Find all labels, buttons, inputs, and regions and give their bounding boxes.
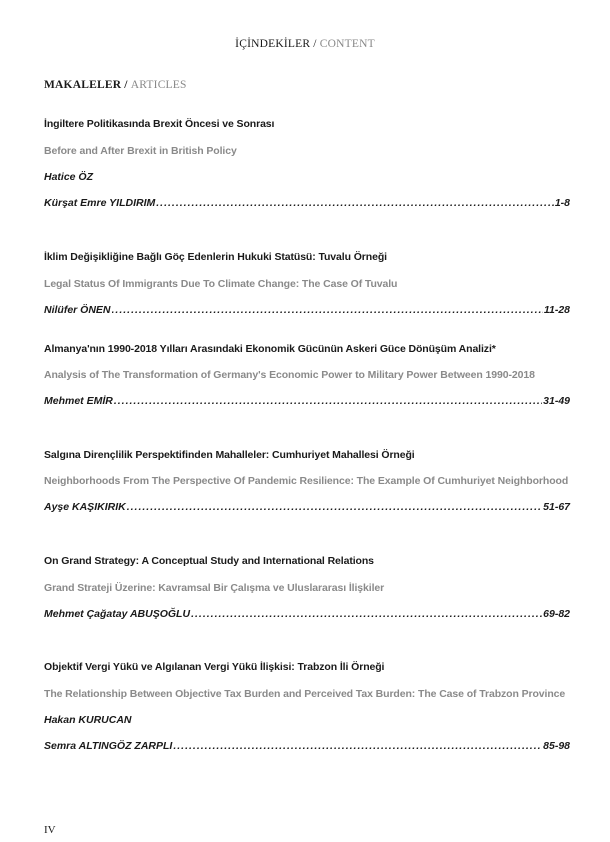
author-pages-line	[44, 608, 570, 621]
page-range: 31-49	[543, 395, 570, 407]
header-separator: /	[310, 38, 320, 50]
author-pages-line	[44, 197, 570, 210]
author-pages-line	[44, 304, 570, 317]
page-range: 85-98	[543, 740, 570, 752]
author-pages-line	[44, 395, 570, 408]
author-name: Semra ALTINGÖZ ZARPLI	[44, 740, 173, 752]
toc-entry[interactable]	[44, 251, 570, 317]
toc-entry[interactable]	[44, 661, 570, 753]
header-en: CONTENT	[319, 38, 375, 50]
article-title-en: Neighborhoods From The Perspective Of Pandemic Resilience: The Example Of Cumhuriyet Neighborhood	[44, 475, 569, 487]
article-title-en: The Relationship Between Objective Tax Burden and Perceived Tax Burden: The Case of Trabzon Province	[44, 688, 566, 700]
toc-entry[interactable]	[44, 343, 570, 408]
toc-header	[0, 38, 610, 50]
toc-entry[interactable]	[44, 449, 570, 514]
toc-entry[interactable]	[44, 555, 570, 621]
author-name: Ayşe KAŞIKIRIK	[44, 501, 126, 513]
article-title-en: Legal Status Of Immigrants Due To Climate Change: The Case Of Tuvalu	[44, 278, 398, 290]
author-name: Kürşat Emre YILDIRIM	[44, 197, 156, 209]
author-name: Hakan KURUCAN	[44, 714, 132, 726]
author-name: Hatice ÖZ	[44, 171, 94, 183]
toc-entry[interactable]	[44, 118, 570, 210]
dot-leader	[112, 304, 543, 317]
article-title-tr[interactable]: On Grand Strategy: A Conceptual Study and International Relations	[44, 555, 374, 567]
dot-leader	[114, 395, 542, 408]
page-number: IV	[44, 824, 56, 836]
header-tr: İÇİNDEKİLER	[235, 38, 311, 50]
page-range: 1-8	[554, 197, 570, 209]
article-title-en: Grand Strateji Üzerine: Kavramsal Bir Çalışma ve Uluslararası İlişkiler	[44, 582, 385, 594]
page-range: 51-67	[543, 501, 570, 513]
page-range: 69-82	[543, 608, 570, 620]
author-name: Nilüfer ÖNEN	[44, 304, 111, 316]
author-pages-line	[44, 501, 570, 514]
article-title-tr[interactable]: İklim Değişikliğine Bağlı Göç Edenlerin Hukuki Statüsü: Tuvalu Örneği	[44, 251, 387, 263]
article-title-en: Before and After Brexit in British Policy	[44, 145, 237, 157]
author-name: Mehmet EMİR	[44, 395, 113, 407]
article-title-tr[interactable]: Objektif Vergi Yükü ve Algılanan Vergi Yükü İlişkisi: Trabzon İli Örneği	[44, 661, 385, 673]
dot-leader	[127, 501, 542, 514]
article-title-tr[interactable]: Salgına Dirençlilik Perspektifinden Mahalleler: Cumhuriyet Mahallesi Örneği	[44, 449, 415, 461]
author-name: Mehmet Çağatay ABUŞOĞLU	[44, 608, 191, 620]
article-title-en: Analysis of The Transformation of Germany's Economic Power to Military Power Between 1990-2018	[44, 369, 535, 381]
section-tr: MAKALELER	[44, 79, 122, 91]
article-title-tr[interactable]: İngiltere Politikasında Brexit Öncesi ve Sonrası	[44, 118, 275, 130]
author-pages-line	[44, 740, 570, 753]
page-range: 11-28	[543, 304, 570, 316]
section-separator: /	[121, 79, 131, 91]
section-heading	[44, 79, 187, 91]
dot-leader	[191, 608, 542, 621]
dot-leader	[156, 197, 554, 210]
section-en: ARTICLES	[130, 79, 187, 91]
dot-leader	[173, 740, 542, 753]
article-title-tr[interactable]: Almanya'nın 1990-2018 Yılları Arasındaki Ekonomik Gücünün Askeri Güce Dönüşüm Analizi*	[44, 343, 496, 355]
